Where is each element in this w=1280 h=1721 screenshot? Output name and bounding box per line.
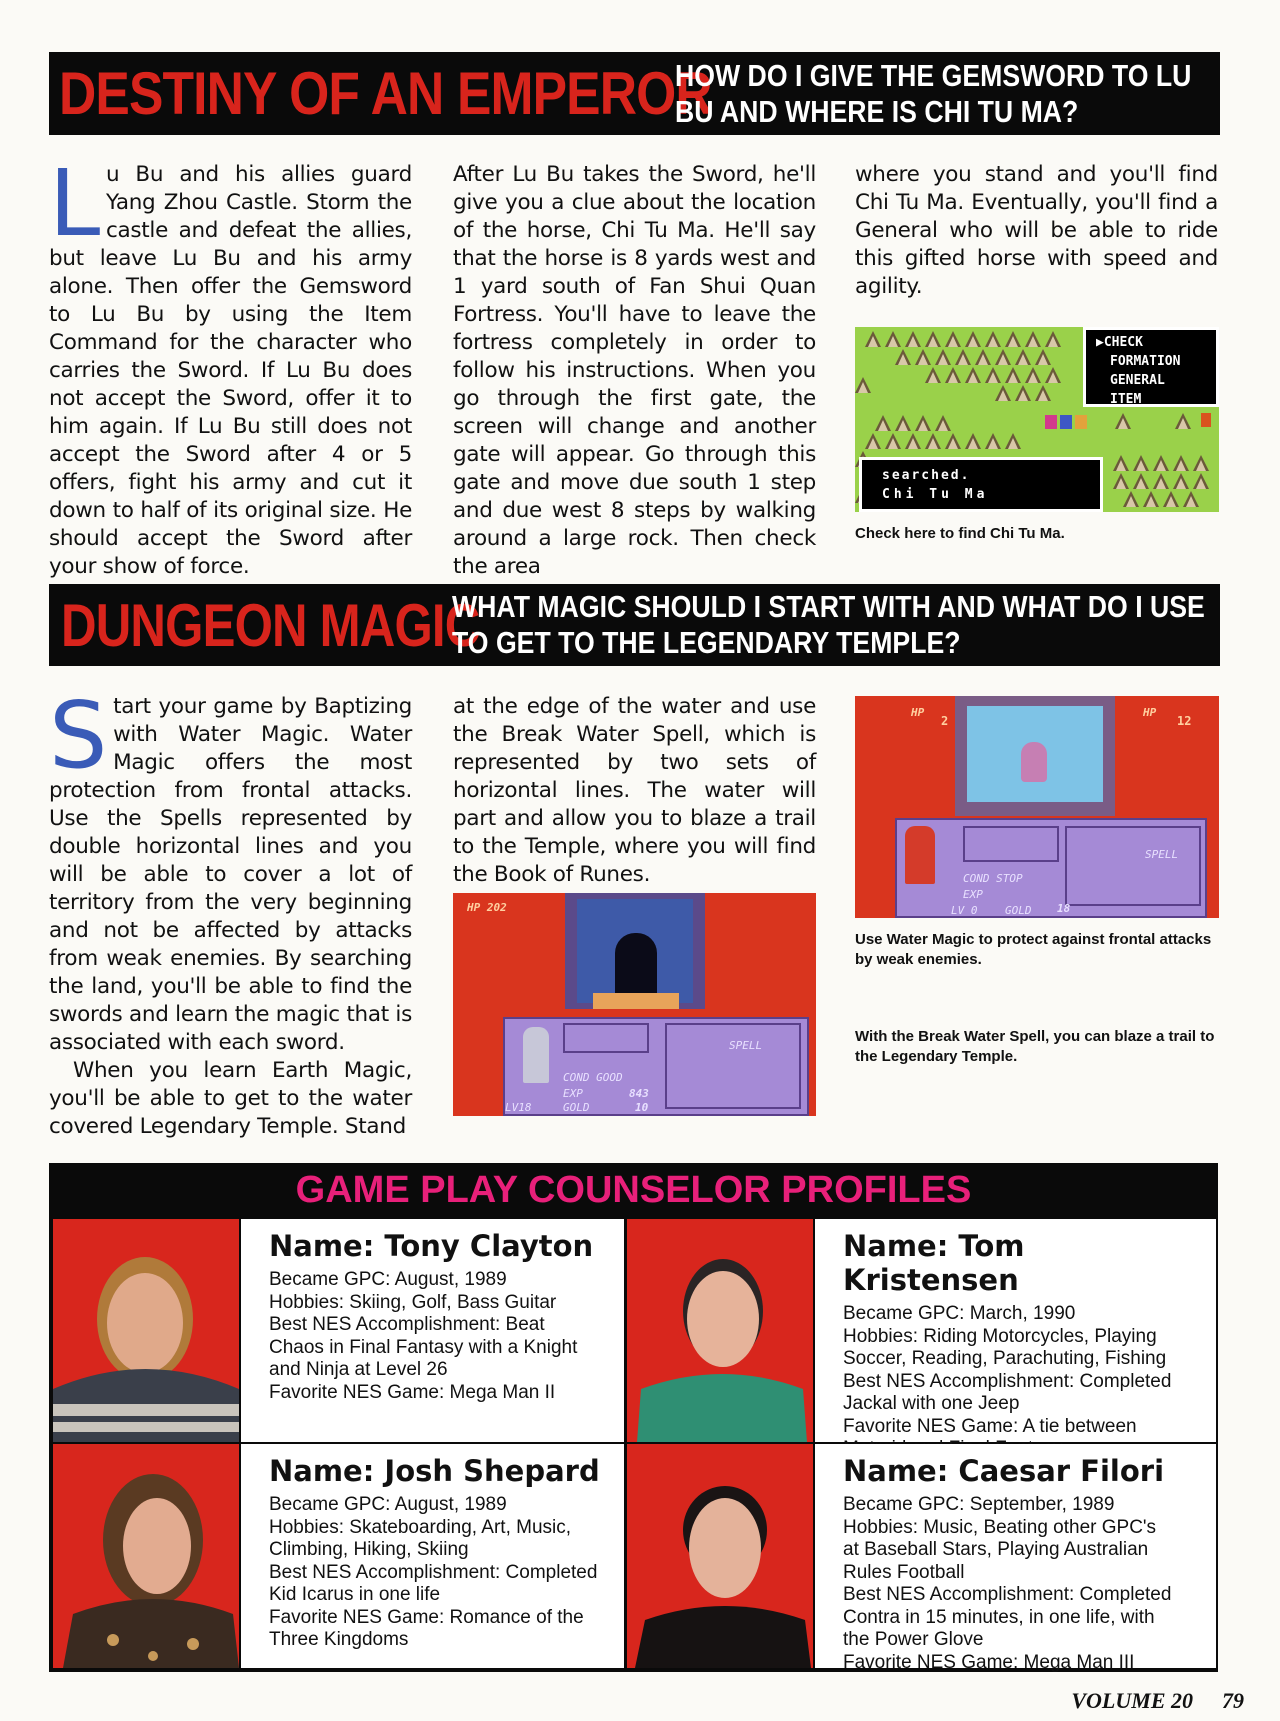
portrait-icon: [627, 1219, 813, 1442]
profile-line: Hobbies: Skateboarding, Art, Music,: [269, 1516, 572, 1538]
profile-name: Name: Tom Kristensen: [843, 1229, 1025, 1297]
section1-dropcap: L: [49, 150, 100, 257]
hp-right-label: HP: [1143, 706, 1157, 719]
menu-formation: FORMATION: [1110, 354, 1181, 369]
profile-line: Favorite NES Game: Romance of the: [269, 1606, 584, 1628]
profile-line: at Baseball Stars, Playing Australian: [843, 1539, 1149, 1560]
profile-line: and Ninja at Level 26: [269, 1359, 448, 1380]
command-menu: [1083, 327, 1219, 407]
section2-column-2: [453, 693, 816, 889]
section1-question: HOW DO I GIVE THE GEMSWORD TO LU BU AND WHERE IS CHI TU MA?: [675, 57, 1192, 129]
section1-col2-text: After Lu Bu takes the Sword, he'll give you a clue about the location of the horse, Chi Tu Ma. He'll say that the horse is 8 yards west and 1 yard south of Fan Shui Quan Fortress. You'll have to leave the fortress completely in order to follow his instructions. When you go through the first gate, the screen will change and another gate will appear. Go through this gate and move due south 1 step and due west 8 steps by walking around a large rock. Then check the area: [453, 162, 816, 579]
lv-label-2: LV18: [505, 1101, 532, 1114]
profile-name: Name: Josh Shepard: [269, 1454, 600, 1488]
profiles-title: GAME PLAY COUNSELOR PROFILES: [295, 1169, 972, 1211]
hp-left-label: HP: [911, 706, 925, 719]
dungeon-caption-1: Use Water Magic to protect against frontal attacks by weak enemies.: [855, 931, 1212, 968]
profile-card-caesar-filori: [815, 1444, 1216, 1673]
section2-column-1: [49, 682, 412, 1141]
profile-line: Kid Icarus in one life: [269, 1584, 441, 1605]
hp-left-value: 2: [941, 714, 949, 728]
dungeon-screenshot-temple: [453, 893, 816, 1116]
section2-col1-text: tart your game by Baptizing with Water Magic. Water Magic offers the most protection from frontal attacks. Use the Spells represented by double horizontal lines and you will be able to cover a lot of territory from the very beginning and not be affected by attacks from weak enemies. By searching the land, you'll be able to find the swords and learn the magic that is associated with each sword.: [49, 694, 412, 1055]
gold-label: GOLD: [1005, 904, 1032, 917]
profiles-box: [49, 1163, 1218, 1672]
menu-general: GENERAL: [1110, 373, 1165, 388]
profile-line: Became GPC: August, 1989: [269, 1269, 507, 1290]
destiny-caption: Check here to find Chi Tu Ma.: [855, 525, 1065, 542]
exp-label-2: EXP: [563, 1087, 583, 1100]
profile-line: Rules Football: [843, 1561, 965, 1583]
portrait-icon: [53, 1444, 239, 1668]
gold-value-2: 10: [635, 1101, 649, 1114]
lv-label: LV 0: [951, 904, 978, 917]
profile-line: Chaos in Final Fantasy with a Knight: [269, 1336, 578, 1358]
dungeon-screenshot-water: [855, 696, 1219, 918]
portrait-icon: [627, 1444, 813, 1668]
volume-label: VOLUME 20: [1071, 1688, 1193, 1713]
profile-line: Hobbies: Music, Beating other GPC's: [843, 1516, 1157, 1538]
profile-line: Favorite NES Game: Mega Man II: [269, 1381, 556, 1403]
section1-column-1: [49, 150, 412, 581]
section2-dropcap: S: [49, 682, 108, 789]
destiny-screenshot: [855, 327, 1219, 512]
profile-card-tom-kristensen: [815, 1219, 1216, 1442]
profile-line: Best NES Accomplishment: Beat: [269, 1314, 545, 1335]
dialog-line-2: Chi Tu Ma: [882, 487, 989, 502]
portrait-icon: [53, 1219, 239, 1442]
hp-label-2: HP 202: [467, 901, 507, 914]
section1-col3-text: where you stand and you'll find Chi Tu Ma. Eventually, you'll find a General who will be able to ride this gifted horse with speed and agility.: [855, 162, 1218, 299]
profile-line: Hobbies: Skiing, Golf, Bass Guitar: [269, 1291, 557, 1313]
cond-stop: COND STOP: [963, 872, 1023, 885]
dialog-box: [859, 457, 1103, 512]
gold-value: 18: [1057, 902, 1071, 915]
section1-column-2: [453, 161, 816, 581]
profile-name: Name: Tony Clayton: [269, 1229, 594, 1263]
spell-label-2: SPELL: [729, 1039, 763, 1052]
profile-line: Climbing, Hiking, Skiing: [269, 1539, 469, 1560]
profile-line: Hobbies: Riding Motorcycles, Playing: [843, 1325, 1157, 1347]
dialog-line-1: searched.: [882, 468, 971, 483]
profile-line: Best NES Accomplishment: Completed: [269, 1561, 598, 1583]
section1-game-title: DESTINY OF AN EMPEROR: [59, 60, 712, 127]
hp-right-value: 12: [1177, 714, 1192, 728]
profile-line: Became GPC: August, 1989: [269, 1494, 507, 1515]
page-number: 79: [1222, 1688, 1244, 1713]
section2-banner: [49, 584, 1220, 666]
page-footer: [1071, 1688, 1244, 1714]
profile-line: the Power Glove: [843, 1629, 984, 1650]
profile-card-josh-shepard: [241, 1444, 624, 1668]
profile-line: Jackal with one Jeep: [843, 1393, 1020, 1414]
profile-line: Favorite NES Game: A tie between: [843, 1415, 1137, 1437]
menu-check: ▶CHECK: [1096, 335, 1143, 350]
profile-line: Best NES Accomplishment: Completed: [843, 1370, 1172, 1392]
profile-line: Three Kingdoms: [269, 1629, 409, 1650]
profile-line: Favorite NES Game: Mega Man III: [843, 1651, 1135, 1673]
section2-question: WHAT MAGIC SHOULD I START WITH AND WHAT DO I USE TO GET TO THE LEGENDARY TEMPLE?: [452, 589, 1205, 660]
exp-value-2: 843: [629, 1087, 649, 1100]
section1-banner: [49, 52, 1220, 135]
menu-item: ITEM: [1110, 392, 1142, 407]
profile-name: Name: Caesar Filori: [843, 1454, 1165, 1488]
avatar-tom-kristensen: [627, 1219, 813, 1442]
section2-col1-paragraph-2: When you learn Earth Magic, you'll be able to get to the water covered Legendary Temple. Stand: [49, 1058, 412, 1139]
exp-label: EXP: [963, 888, 983, 901]
cond-good: COND GOOD: [563, 1071, 623, 1084]
profile-line: Became GPC: March, 1990: [843, 1303, 1076, 1324]
avatar-caesar-filori: [627, 1444, 813, 1668]
section2-col2-text: at the edge of the water and use the Break Water Spell, which is represented by two sets of horizontal lines. The water will part and allow you to blaze a trail to the Temple, where you will find the Book of Runes.: [453, 694, 816, 887]
profile-line: Soccer, Reading, Parachuting, Fishing: [843, 1348, 1167, 1369]
profile-line: Contra in 15 minutes, in one life, with: [843, 1606, 1155, 1628]
spell-label: SPELL: [1145, 848, 1179, 861]
gold-label-2: GOLD: [563, 1101, 590, 1114]
dungeon-caption-2: With the Break Water Spell, you can blaze a trail to the Legendary Temple.: [855, 1028, 1215, 1065]
section2-game-title: DUNGEON MAGIC: [61, 591, 480, 659]
avatar-tony-clayton: [53, 1219, 239, 1442]
section1-col1-text: u Bu and his allies guard Yang Zhou Castle. Storm the castle and defeat the allies, but leave Lu Bu and his army alone. Then offer the Gemsword to Lu Bu by using the Item Command for the character who carries the Sword. If Lu Bu does not accept the Sword, offer it to him again. If Lu Bu still does not accept the Sword after 4 or 5 offers, fight his army and cut it down to half of its original size. He should accept the Sword after your show of force.: [49, 162, 412, 579]
section1-column-3: [855, 161, 1218, 301]
profile-line: Became GPC: September, 1989: [843, 1494, 1115, 1515]
profile-card-tony-clayton: [241, 1219, 624, 1442]
avatar-josh-shepard: [53, 1444, 239, 1668]
profile-line: Best NES Accomplishment: Completed: [843, 1584, 1172, 1605]
